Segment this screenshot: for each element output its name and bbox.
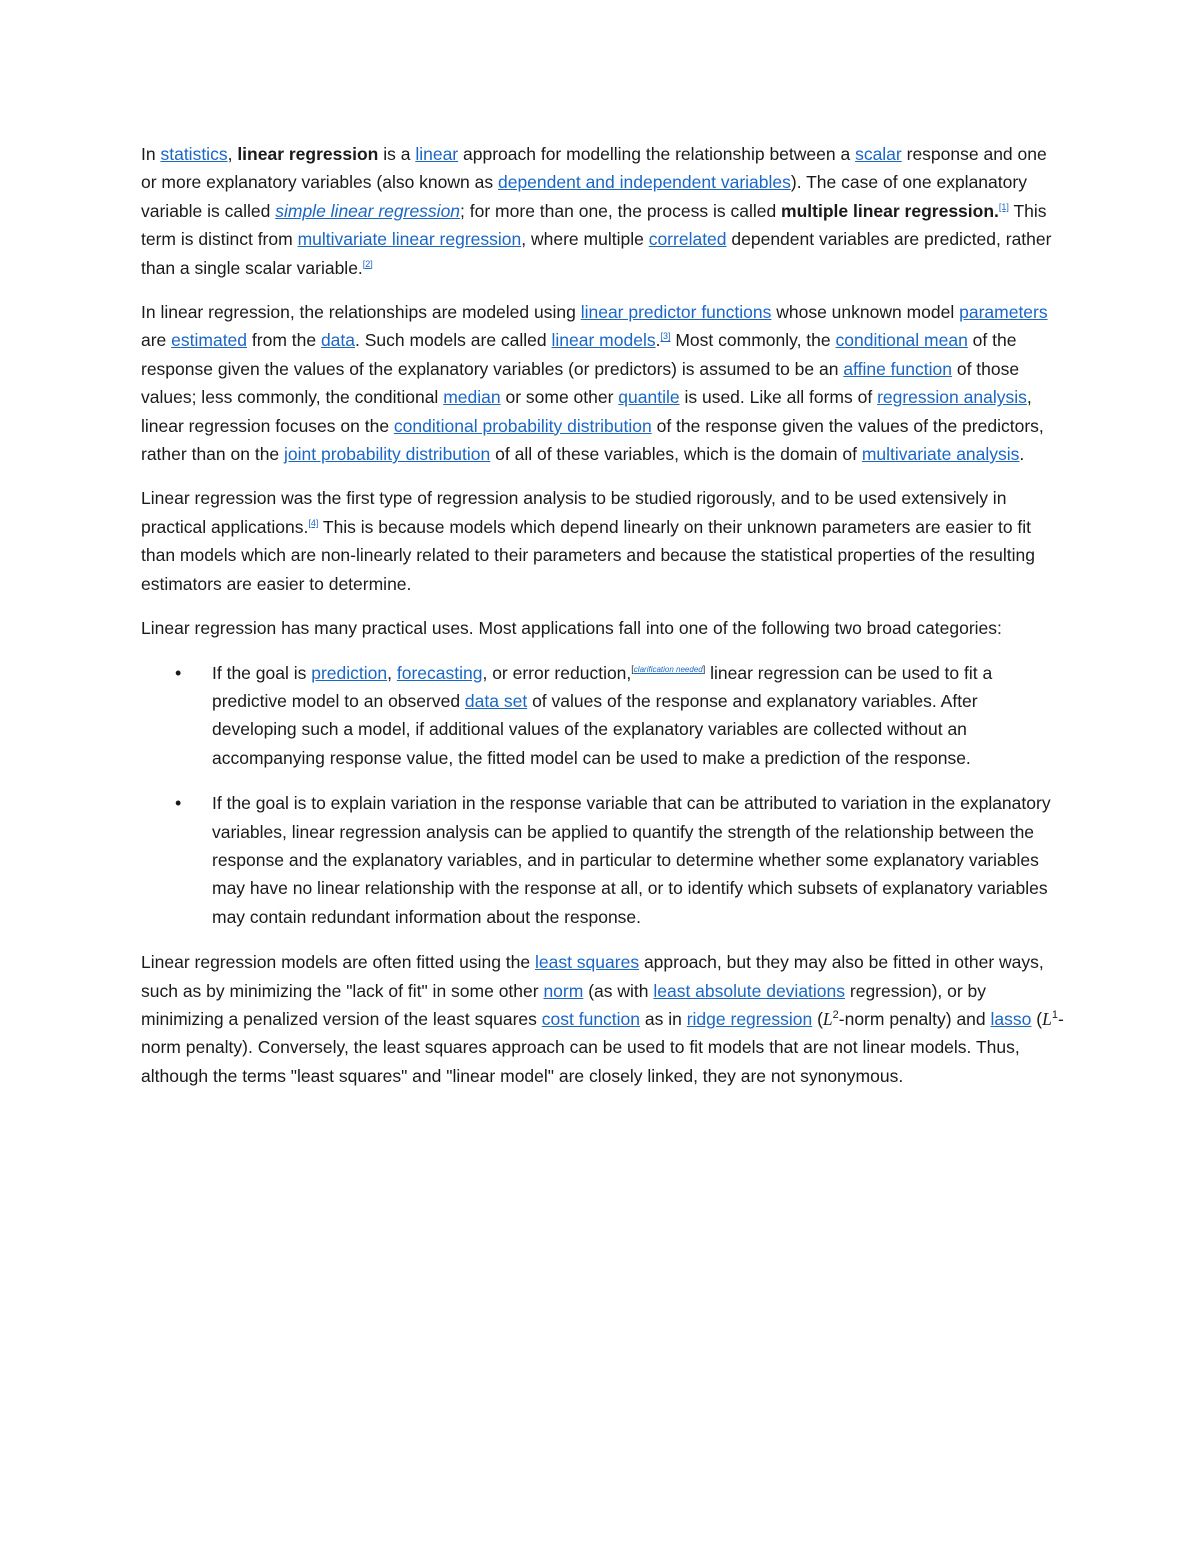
- citation: [999, 202, 1009, 212]
- link-multivariate-analysis[interactable]: multivariate analysis: [861, 444, 1020, 465]
- text: linear regression can be used to fit a predictive model to an observed: [212, 662, 993, 711]
- link-quantile[interactable]: quantile: [618, 387, 680, 408]
- text: dependent variables are predicted, rather than a single scalar variable.: [141, 229, 1052, 278]
- link-regression-analysis[interactable]: regression analysis: [877, 387, 1027, 408]
- link-data-set[interactable]: data set: [464, 690, 528, 711]
- citation-link-1[interactable]: [1]: [998, 201, 1009, 212]
- text: from the: [247, 330, 321, 351]
- text: If the goal is: [212, 662, 312, 683]
- text: of those values; less commonly, the conditional: [141, 358, 1020, 408]
- text: If the goal is to explain variation in the response variable that can be attributed to variation in the explanatory variables, linear regression analysis can be applied to quantify the strength of the relationship between the response and the explanatory variables, and in particular to determine whether some explanatory variables may have no linear relationship with the response at all, or to identify which subsets of explanatory variables may contain redundant information about the response.: [212, 793, 1051, 927]
- text: .: [655, 330, 661, 351]
- text: ; for more than one, the process is called: [460, 200, 782, 221]
- text: Linear regression has many practical uses. Most applications fall into one of the following two broad categories:: [141, 618, 1002, 639]
- text: response and one or more explanatory variables (also known as: [141, 144, 1047, 193]
- link-scalar[interactable]: scalar: [855, 144, 902, 164]
- citation: [308, 518, 318, 528]
- link-least-squares[interactable]: least squares: [534, 952, 640, 973]
- text: whose unknown model: [771, 302, 960, 323]
- math-L: L: [822, 1008, 833, 1029]
- link-multivariate-linear-regression[interactable]: multivariate linear regression: [297, 229, 522, 250]
- link-forecasting[interactable]: forecasting: [396, 662, 483, 683]
- text: is used. Like all forms of: [679, 387, 878, 408]
- bullet-icon: •: [175, 662, 182, 683]
- list-item: [141, 789, 1066, 931]
- text: are: [141, 330, 172, 351]
- paragraph-uses: [141, 614, 1066, 642]
- link-lasso[interactable]: lasso: [990, 1008, 1032, 1029]
- paragraph-fitting: [141, 948, 1066, 1090]
- text: or some other: [500, 387, 619, 408]
- link-cost-function[interactable]: cost function: [541, 1008, 641, 1029]
- text: (as with: [583, 980, 654, 1001]
- text: , linear regression focuses on the: [141, 387, 1032, 436]
- citation-link-3[interactable]: [3]: [660, 331, 671, 342]
- link-statistics[interactable]: statistics: [160, 144, 228, 164]
- text: of the response given the values of the explanatory variables (or predictors) is assumed to be an: [141, 330, 1017, 379]
- citation: [363, 259, 373, 269]
- paragraph-intro: [141, 140, 1066, 282]
- text: This is because models which depend linearly on their unknown parameters are easier to fit than models which are non-linearly related to their parameters and because the statistical properties of the resulting estimators are easier to determine.: [141, 516, 1035, 594]
- text: of all of these variables, which is the domain of: [490, 444, 862, 465]
- link-linear-models[interactable]: linear models: [551, 330, 656, 351]
- link-linear-predictor-functions[interactable]: linear predictor functions: [580, 302, 772, 323]
- text: , or error reduction,: [482, 662, 632, 683]
- text: Linear regression was the first type of regression analysis to be studied rigorously, and to be used extensively in practical applications.: [141, 488, 1007, 537]
- text: of the response given the values of the predictors, rather than on the: [141, 415, 1044, 465]
- paragraph-modeling: [141, 298, 1066, 468]
- citation: [660, 332, 670, 342]
- text: -norm penalty). Conversely, the least squares approach can be used to fit models that are not linear models. Thus, although the terms "least squares" and "linear model" are closely linked, they are not synonymous.: [141, 1008, 1064, 1086]
- link-prediction[interactable]: prediction: [311, 662, 388, 683]
- text: (: [812, 1008, 823, 1029]
- document-body: [141, 140, 1066, 1106]
- text: ,: [227, 144, 238, 164]
- citation-link-2[interactable]: [2]: [362, 258, 373, 269]
- bullet-icon: •: [175, 793, 182, 814]
- text: In linear regression, the relationships are modeled using: [141, 302, 581, 323]
- math-exponent: 1: [1051, 1009, 1058, 1022]
- link-joint-probability-distribution[interactable]: joint probability distribution: [284, 444, 491, 465]
- text: Linear regression models are often fitted using the: [141, 952, 535, 973]
- link-conditional-probability-distribution[interactable]: conditional probability distribution: [393, 415, 652, 436]
- text: regression), or by minimizing a penalized version of the least squares: [141, 980, 987, 1029]
- text: [: [631, 663, 634, 674]
- text: is a: [378, 144, 416, 164]
- link-dependent-independent-variables[interactable]: dependent and independent variables: [497, 172, 791, 193]
- text: In: [141, 144, 161, 164]
- math-L: L: [1042, 1008, 1052, 1029]
- list-item: [141, 659, 1066, 773]
- link-affine-function[interactable]: affine function: [843, 358, 952, 379]
- text: ]: [702, 663, 706, 674]
- text: of values of the response and explanatory variables. After developing such a model, if additional values of the explanatory variables are collected without an accompanying response value, the fitted model can be used to make a prediction of the response.: [212, 690, 978, 768]
- math-exponent: 2: [832, 1009, 839, 1022]
- text: -norm penalty) and: [838, 1008, 991, 1029]
- term-multiple-linear-regression: multiple linear regression.: [781, 200, 999, 221]
- link-data[interactable]: data: [320, 330, 356, 351]
- link-median[interactable]: median: [443, 387, 501, 408]
- term-linear-regression: linear regression: [237, 144, 379, 164]
- link-conditional-mean[interactable]: conditional mean: [835, 330, 968, 351]
- clarification-note: [631, 664, 705, 674]
- link-parameters[interactable]: parameters: [959, 302, 1048, 323]
- text: , where multiple: [521, 229, 649, 250]
- citation-link-4[interactable]: [4]: [308, 518, 319, 529]
- link-estimated[interactable]: estimated: [171, 330, 248, 351]
- link-simple-linear-regression[interactable]: simple linear regression: [275, 200, 461, 221]
- link-norm[interactable]: norm: [543, 980, 584, 1001]
- uses-list: [141, 659, 1066, 932]
- text: approach for modelling the relationship between a: [458, 144, 856, 164]
- paragraph-history: [141, 484, 1066, 598]
- text: as in: [640, 1008, 687, 1029]
- text: This term is distinct from: [141, 200, 1047, 250]
- link-clarification-needed[interactable]: clarification needed: [633, 664, 703, 674]
- text: . Such models are called: [355, 330, 552, 351]
- text: approach, but they may also be fitted in other ways, such as by minimizing the "lack of fit" in some other: [141, 952, 1044, 1001]
- link-ridge-regression[interactable]: ridge regression: [686, 1008, 813, 1029]
- link-linear[interactable]: linear: [415, 144, 459, 164]
- text: Most commonly, the: [670, 330, 836, 351]
- text: (: [1031, 1008, 1043, 1029]
- text: ,: [387, 662, 397, 683]
- text: ). The case of one explanatory variable is called: [141, 172, 1027, 221]
- link-correlated[interactable]: correlated: [648, 229, 727, 250]
- link-least-absolute-deviations[interactable]: least absolute deviations: [653, 980, 846, 1001]
- text: .: [1019, 444, 1025, 465]
